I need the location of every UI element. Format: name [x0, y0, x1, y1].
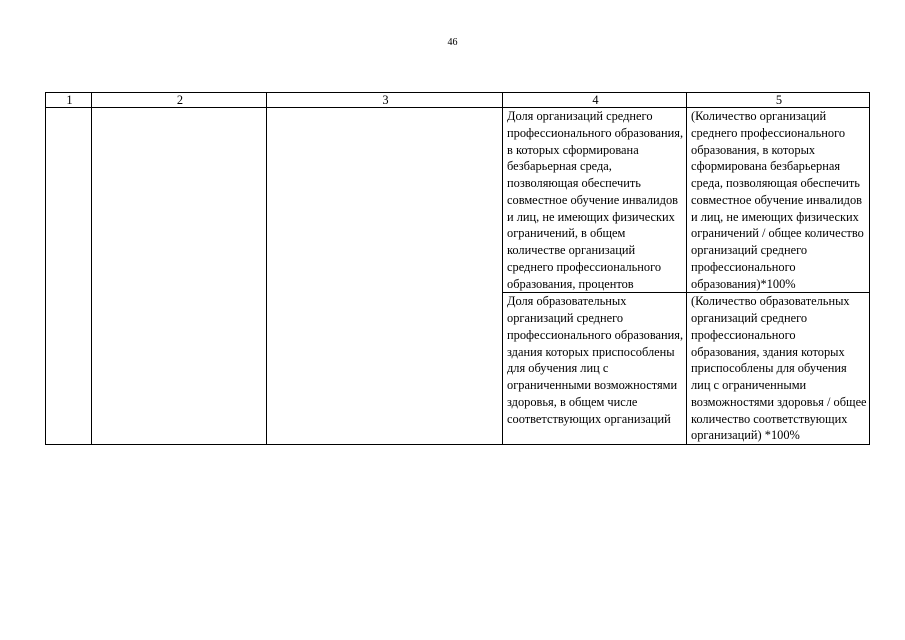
- column-header-1: 1: [46, 93, 92, 108]
- column-header-5: 5: [687, 93, 870, 108]
- formula-cell: (Количество организаций среднего профессионального образования, в которых сформирована безбарьерная среда, позволяющая обеспечить совместное обучение инвалидов и лиц, не имеющих физических ограничений / общее количество организаций среднего профессионального образования)*100%: [687, 108, 870, 293]
- indicator-cell: Доля организаций среднего профессионального образования, в которых сформирована безбарьерная среда, позволяющая обеспечить совместное обучение инвалидов и лиц, не имеющих физических ограничений, в общем количестве организаций среднего профессионального образования, процентов: [503, 108, 687, 293]
- empty-cell-col-1: [46, 108, 92, 445]
- column-header-4: 4: [503, 93, 687, 108]
- column-header-3: 3: [267, 93, 503, 108]
- empty-cell-col-2: [92, 108, 267, 445]
- table-header-row: [46, 93, 870, 108]
- column-header-2: 2: [92, 93, 267, 108]
- formula-cell: (Количество образовательных организаций среднего профессионального образования, здания которых приспособлены для обучения лиц с ограниченными возможностями здоровья / общее количество соответствующих организаций) *100%: [687, 293, 870, 445]
- indicators-table: [45, 92, 870, 445]
- empty-cell-col-3: [267, 108, 503, 445]
- table-row: [46, 108, 870, 293]
- page-number: 46: [447, 37, 458, 48]
- indicator-cell: Доля образовательных организаций среднего профессионального образования, здания которых приспособлены для обучения лиц с ограниченными возможностями здоровья, в общем числе соответствующих организаций: [503, 293, 687, 445]
